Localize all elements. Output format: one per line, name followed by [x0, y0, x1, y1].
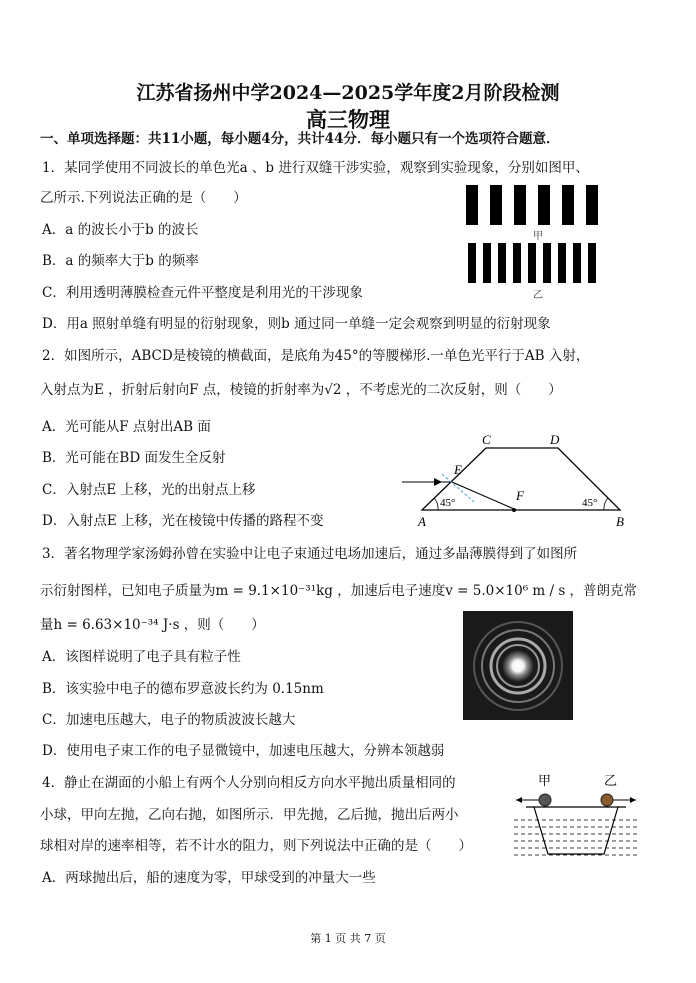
fig-label-yi: 乙: [533, 290, 543, 301]
q4-boat-figure: [512, 772, 642, 860]
q4-stem-line1: 4．静止在湖面的小船上有两个人分别向相反方向水平抛出质量相同的: [42, 775, 456, 791]
q3-stem-line2: 示衍射图样，已知电子质量为m = 9.1×10⁻³¹kg ，加速后电子速度v = 5.0×10⁶ m / s ，普朗克常: [40, 583, 638, 599]
q3-diffraction-figure: [463, 611, 573, 720]
angle-label-right: 45°: [582, 497, 598, 509]
boat-label-yi: 乙: [604, 774, 618, 789]
q2-stem-line1: 2．如图所示，ABCD是棱镜的横截面，是底角为45°的等腰梯形.一单色光平行于AB 入射，: [42, 348, 590, 364]
q3-stem-line1: 3．著名物理学家汤姆孙曾在实验中让电子束通过电场加速后，通过多晶薄膜得到了如图所: [42, 546, 578, 562]
q2-option-a: A．光可能从F 点射出AB 面: [42, 419, 211, 435]
q2-stem-line2: 入射点为E ，折射后射向F 点，棱镜的折射率为√2 ，不考虑光的二次反射，则（ ）: [40, 382, 562, 398]
page-title: 江苏省扬州中学2024—2025学年度2月阶段检测: [136, 82, 560, 104]
label-c: C: [482, 432, 491, 447]
refracted-ray: [452, 482, 514, 509]
section-heading: 一、单项选择题：共11小题，每小题4分，共计44分．每小题只有一个选项符合题意．: [40, 131, 560, 147]
q3-option-a: A．该图样说明了电子具有粒子性: [42, 649, 241, 665]
q4-option-a: A．两球抛出后，船的速度为零，甲球受到的冲量大一些: [42, 870, 376, 886]
ball-jia: [539, 794, 551, 806]
q3-option-b: B．该实验中电子的德布罗意波长约为 0.15nm: [42, 681, 324, 697]
q2-option-d: D．入射点E 上移，光在棱镜中传播的路程不变: [42, 513, 324, 529]
q1-stem-line1: 1．某同学使用不同波长的单色光a 、b 进行双缝干涉实验，观察到实验现象，分别如图甲、: [42, 160, 589, 176]
q4-stem-line3: 球相对岸的速率相等，若不计水的阻力，则下列说法中正确的是（ ）: [40, 838, 472, 854]
throw-arrowhead-left: [516, 797, 522, 803]
throw-arrowhead-right: [630, 797, 636, 803]
q3-option-d: D．使用电子束工作的电子显微镜中，加速电压越大，分辨本领越弱: [42, 743, 445, 759]
fringe-pattern-yi: [466, 243, 606, 283]
angle-arc-right: [604, 498, 608, 510]
point-f-dot: [512, 508, 516, 512]
fig-label-jia: 甲: [533, 231, 543, 242]
page-footer: 第 1 页 共 7 页: [310, 932, 386, 945]
label-d: D: [550, 432, 560, 447]
fringe-pattern-jia: [466, 185, 606, 225]
q1-stem-line2: 乙所示.下列说法正确的是（ ）: [40, 190, 247, 206]
ball-yi: [601, 794, 613, 806]
ray-arrowhead: [434, 478, 442, 486]
q1-option-d: D．用a 照射单缝有明显的衍射现象，则b 通过同一单缝一定会观察到明显的衍射现象: [42, 316, 551, 332]
angle-arc-left: [434, 498, 438, 510]
q1-option-b: B．a 的频率大于b 的频率: [42, 253, 199, 269]
q2-option-c: C．入射点E 上移，光的出射点上移: [42, 482, 256, 498]
boat-label-jia: 甲: [538, 774, 552, 789]
angle-label-left: 45°: [440, 497, 456, 509]
q3-stem-line3: 量h = 6.63×10⁻³⁴ J·s ，则（ ）: [40, 617, 265, 633]
page-subtitle: 高三物理: [306, 107, 390, 132]
label-f: F: [516, 488, 524, 503]
q1-option-c: C．利用透明薄膜检查元件平整度是利用光的干涉现象: [42, 285, 363, 301]
q4-stem-line2: 小球，甲向左抛，乙向右抛，如图所示．甲先抛，乙后抛，抛出后两小: [40, 807, 459, 823]
q3-option-c: C．加速电压越大，电子的物质波波长越大: [42, 712, 296, 728]
q2-prism-figure: [398, 430, 638, 530]
boat-hull: [534, 807, 618, 854]
q2-option-b: B．光可能在BD 面发生全反射: [42, 450, 226, 466]
water-lines: [514, 820, 640, 855]
diffraction-center: [502, 650, 534, 682]
label-e: E: [454, 462, 462, 477]
label-a: A: [418, 514, 426, 529]
q1-fringe-figure: [466, 185, 606, 301]
label-b: B: [616, 514, 624, 529]
q1-option-a: A．a 的波长小于b 的波长: [42, 222, 199, 238]
